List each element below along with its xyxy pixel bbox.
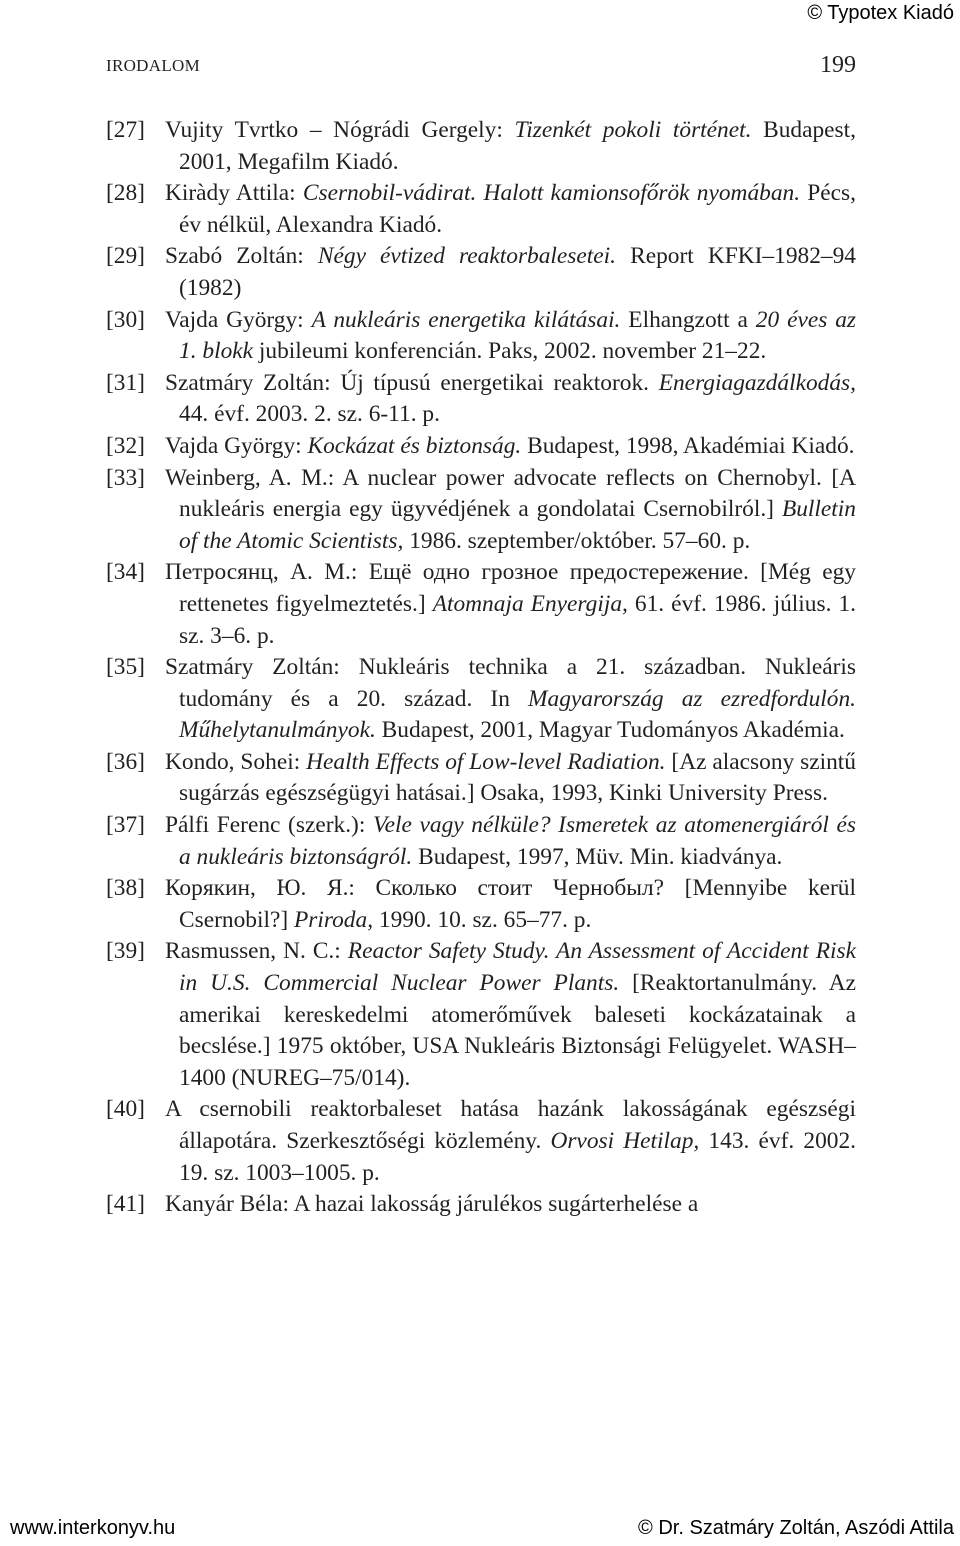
reference-title: Reactor Safety Study. An Assessment of Accident Risk in U.S. Commercial Nuclear Power Plants. bbox=[179, 938, 857, 997]
reference-number: [32] bbox=[106, 432, 145, 459]
reference-title: Orvosi Hetilap, bbox=[550, 1128, 700, 1154]
reference-text: 143. évf. 2002. 19. sz. 1003–1005. p. bbox=[179, 1128, 856, 1186]
reference-text: 1986. szeptember/október. 57–60. p. bbox=[403, 527, 751, 554]
reference-item bbox=[106, 463, 856, 558]
reference-number: [29] bbox=[106, 243, 145, 270]
section-title: IRODALOM bbox=[106, 56, 201, 75]
reference-text: Budapest, 1997, Müv. Min. kiadványa. bbox=[412, 843, 783, 870]
reference-text: Rasmussen, N. C.: bbox=[165, 938, 348, 965]
reference-text: Szatmáry Zoltán: Nukleáris technika a 21. században. Nukleáris tudomány és a 20. század. In bbox=[165, 654, 856, 712]
reference-title: A nukleáris energetika kilátásai. bbox=[311, 306, 621, 333]
reference-text: Szatmáry Zoltán: Új típusú energetikai reaktorok. bbox=[165, 369, 659, 396]
reference-number: [33] bbox=[106, 464, 145, 491]
reference-list bbox=[106, 115, 856, 1221]
reference-number: [39] bbox=[106, 938, 145, 965]
reference-text: Report KFKI–1982–94 (1982) bbox=[179, 243, 856, 301]
reference-item bbox=[106, 241, 856, 304]
reference-item bbox=[106, 936, 856, 1094]
running-head bbox=[106, 52, 856, 82]
reference-item bbox=[106, 1189, 856, 1221]
reference-text: Weinberg, A. M.: A nuclear power advocate reflects on Chernobyl. [A nukleáris energia egy ügyvédjének a gondolatai Csernobilról.] bbox=[165, 464, 856, 523]
reference-title: Kockázat és biztonság. bbox=[307, 432, 522, 459]
reference-item bbox=[106, 305, 856, 368]
reference-number: [30] bbox=[106, 306, 145, 333]
reference-text: Vajda György: bbox=[165, 432, 308, 459]
reference-number: [38] bbox=[106, 875, 145, 902]
reference-item bbox=[106, 652, 856, 747]
reference-item bbox=[106, 115, 856, 178]
author-copyright-watermark: © Dr. Szatmáry Zoltán, Aszódi Attila bbox=[638, 1517, 954, 1539]
reference-text: Elhangzott a bbox=[620, 306, 756, 333]
page-number: 199 bbox=[820, 52, 856, 78]
reference-number: [37] bbox=[106, 812, 145, 839]
reference-text: Vajda György: bbox=[165, 306, 312, 333]
reference-text: A csernobili reaktorbaleset hatása hazánk lakosságának egészségi állapotára. Szerkesztőségi közlemény. bbox=[165, 1096, 856, 1154]
reference-title: Tizenkét pokoli történet. bbox=[514, 117, 752, 143]
reference-text: 1990. 10. sz. 65–77. p. bbox=[373, 906, 592, 933]
reference-text: 44. évf. 2003. 2. sz. 6-11. p. bbox=[179, 401, 440, 428]
reference-text: Корякин, Ю. Я.: Сколько стоит Чернобыл? [Mennyibe kerül Csernobil?] bbox=[165, 875, 856, 933]
reference-title: Csernobil-vádirat. Halott kamionsofőrök nyomában. bbox=[302, 180, 801, 207]
reference-number: [41] bbox=[106, 1191, 145, 1218]
reference-title: Négy évtized reaktorbalesetei. bbox=[317, 243, 617, 270]
reference-number: [36] bbox=[106, 748, 145, 775]
reference-text: Szabó Zoltán: bbox=[165, 243, 318, 270]
website-watermark: www.interkonyv.hu bbox=[10, 1517, 176, 1539]
reference-text: [Az alacsony szintű sugárzás egészségügyi hatásai.] Osaka, 1993, Kinki University Press. bbox=[179, 748, 856, 807]
reference-text: Pálfi Ferenc (szerk.): bbox=[165, 812, 373, 839]
reference-number: [28] bbox=[106, 180, 145, 207]
reference-item bbox=[106, 178, 856, 241]
reference-number: [31] bbox=[106, 369, 145, 396]
reference-number: [27] bbox=[106, 117, 145, 143]
reference-item bbox=[106, 431, 856, 463]
reference-text: Budapest, 2001, Megafilm Kiadó. bbox=[179, 117, 857, 175]
reference-title: Health Effects of Low-level Radiation. bbox=[306, 748, 666, 775]
reference-text: Budapest, 2001, Magyar Tudományos Akadémia. bbox=[375, 717, 845, 744]
reference-text: Kiràdy Attila: bbox=[165, 180, 303, 207]
reference-text: Kanyár Béla: A hazai lakosság járulékos sugárterhelése a bbox=[165, 1191, 699, 1218]
reference-title: Bulletin of the Atomic Scientists, bbox=[179, 496, 856, 554]
reference-item bbox=[106, 1094, 856, 1189]
reference-text: 61. évf. 1986. július. 1. sz. 3–6. p. bbox=[179, 590, 856, 649]
reference-item bbox=[106, 873, 856, 936]
reference-title: Atomnaja Enyergija, bbox=[432, 590, 628, 617]
reference-title: Priroda, bbox=[293, 906, 374, 933]
reference-text: [Reaktortanulmány. Az amerikai kereskedelmi atomerőművek baleseti kockázatainak a becslése.] 1975 október, USA Nukleáris Biztonsági Felügyelet. WASH–1400 (NUREG–75/014). bbox=[179, 970, 856, 1091]
reference-text: Budapest, 1998, Akadémiai Kiadó. bbox=[521, 432, 855, 459]
reference-item bbox=[106, 810, 856, 873]
reference-number: [40] bbox=[106, 1096, 145, 1123]
reference-number: [35] bbox=[106, 654, 145, 681]
reference-item bbox=[106, 747, 856, 810]
reference-text: Vujity Tvrtko – Nógrádi Gergely: bbox=[165, 117, 515, 143]
copyright-watermark-top: © Typotex Kiadó bbox=[807, 2, 954, 24]
reference-title: 20 éves az 1. blokk bbox=[179, 306, 857, 365]
reference-title: Magyarország az ezredfordulón. Műhelytanulmányok. bbox=[179, 685, 856, 744]
reference-text: Петросянц, А. М.: Ещё одно грозное предостережение. [Még egy rettenetes figyelmeztetés.] bbox=[165, 559, 856, 617]
reference-text: Kondo, Sohei: bbox=[165, 748, 307, 775]
reference-title: Vele vagy nélküle? Ismeretek az atomenergiáról és a nukleáris biztonságról. bbox=[179, 812, 856, 870]
reference-number: [34] bbox=[106, 559, 145, 586]
reference-item bbox=[106, 557, 856, 652]
reference-item bbox=[106, 368, 856, 431]
reference-title: Energiagazdálkodás, bbox=[658, 369, 856, 396]
reference-text: Pécs, év nélkül, Alexandra Kiadó. bbox=[179, 180, 857, 238]
reference-text: jubileumi konferencián. Paks, 2002. november 21–22. bbox=[253, 338, 767, 365]
